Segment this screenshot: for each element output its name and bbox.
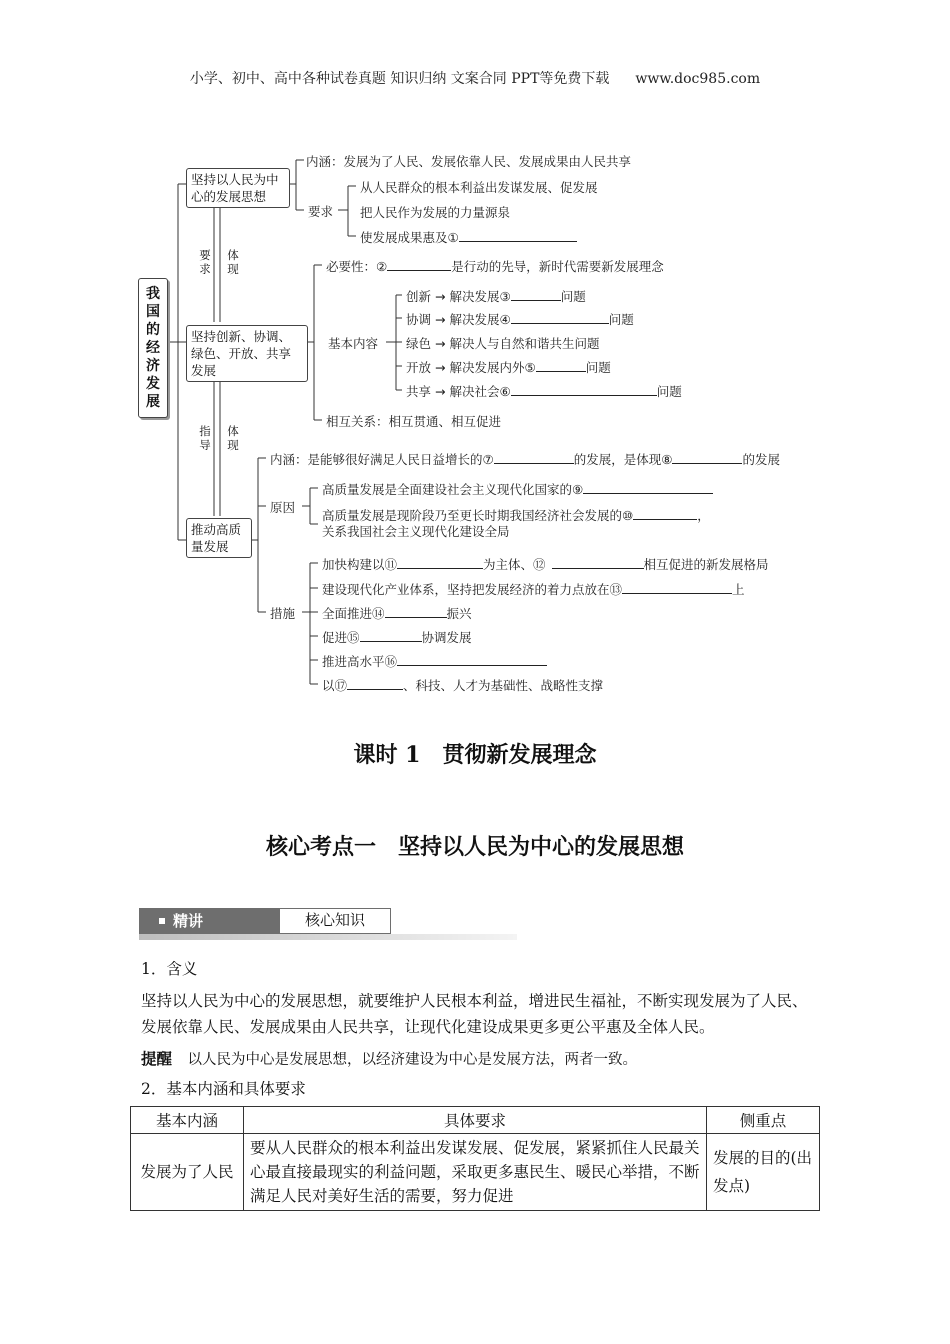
link2-left-label: 指导 xyxy=(199,424,211,452)
blank-3[interactable] xyxy=(511,287,561,301)
table-row xyxy=(131,1134,820,1211)
link1-right-label: 体现 xyxy=(227,248,239,276)
sec1-body: 坚持以人民为中心的发展思想，就要维护人民根本利益，增进民生福祉，不断实现发展为了人民、发展依靠人民、发展成果由人民共享，让现代化建设成果更多更公平惠及全体人民。 xyxy=(141,992,808,1036)
node2-item-coordination: 协调 → 解决发展④ 问题 xyxy=(406,312,634,327)
header-text: 小学、初中、高中各种试卷真题 知识归纳 文案合同 PPT等免费下载 xyxy=(189,71,610,87)
blank-16[interactable] xyxy=(397,652,547,666)
column-header: 侧重点 xyxy=(707,1107,820,1134)
banner-dark-tab: 精讲 xyxy=(139,908,279,934)
link1-left-label: 要求 xyxy=(199,248,211,276)
node3-cuoshi-4: 促进⑮ 协调发展 xyxy=(322,630,472,645)
sec2-heading: 2．基本内涵和具体要求 xyxy=(141,1080,306,1098)
section-title: 核心考点一 坚持以人民为中心的发展思想 xyxy=(265,834,684,860)
blank-17[interactable] xyxy=(347,676,403,690)
link2-right-label: 体现 xyxy=(227,424,239,452)
lesson-title: 课时 1 贯彻新发展理念 xyxy=(353,742,597,768)
tip-label: 提醒 xyxy=(141,1050,173,1068)
node-people-centered: 坚持以人民为中心的发展思想 xyxy=(186,168,290,208)
node3-yuanyin-2: 高质量发展是现阶段乃至更长时期我国经济社会发展的⑩ ， 关系我国社会主义现代化建设全局 xyxy=(322,508,710,539)
node3-cuoshi-6: 以⑰ 、科技、人才为基础性、战略性支撑 xyxy=(322,678,604,693)
node2-biyaoxing: 必要性：② 是行动的先导，新时代需要新发展理念 xyxy=(326,259,664,274)
node-new-development-concept: 坚持创新、协调、绿色、开放、共享发展 xyxy=(186,325,308,382)
node3-cuoshi-2: 建设现代化产业体系，坚持把发展经济的着力点放在⑬ 上 xyxy=(322,582,745,597)
table-cell: 发展为了人民 xyxy=(131,1134,244,1211)
section-banner xyxy=(139,908,517,940)
node2-relation: 相互关系：相互贯通、相互促进 xyxy=(326,414,502,429)
node2-item-green: 绿色 → 解决人与自然和谐共生问题 xyxy=(406,336,600,351)
blank-8[interactable] xyxy=(672,450,742,464)
node3-yuanyin-label: 原因 xyxy=(270,500,296,515)
node3-neihan: 内涵：是能够很好满足人民日益增长的⑦ 的发展，是体现⑧ 的发展 xyxy=(270,452,780,467)
blank-2[interactable] xyxy=(387,257,451,271)
banner-gradient-bar xyxy=(139,934,517,940)
column-header: 基本内涵 xyxy=(131,1107,244,1134)
blank-12[interactable] xyxy=(552,555,644,569)
node3-yuanyin-1: 高质量发展是全面建设社会主义现代化国家的⑨ xyxy=(322,480,713,498)
node-high-quality-development: 推动高质量发展 xyxy=(186,518,252,558)
node2-item-innovation: 创新 → 解决发展③ 问题 xyxy=(406,289,586,304)
tip-text: 以人民为中心是发展思想，以经济建设为中心是发展方法，两者一致。 xyxy=(187,1052,638,1068)
node2-basic-label: 基本内容 xyxy=(328,336,379,351)
blank-7[interactable] xyxy=(494,450,574,464)
requirements-table xyxy=(130,1106,820,1211)
blank-5[interactable] xyxy=(536,358,586,372)
blank-1[interactable] xyxy=(459,228,577,242)
banner-light-tab: 核心知识 xyxy=(279,908,391,934)
node1-yaoqiu-item: 从人民群众的根本利益出发谋发展、促发展 xyxy=(360,180,598,195)
blank-14[interactable] xyxy=(385,604,447,618)
blank-13[interactable] xyxy=(622,580,732,594)
node1-yaoqiu-item: 把人民作为发展的力量源泉 xyxy=(360,205,511,220)
blank-11[interactable] xyxy=(397,555,483,569)
node3-cuoshi-3: 全面推进⑭ 振兴 xyxy=(322,606,472,621)
table-cell: 要从人民群众的根本利益出发谋发展、促发展，紧紧抓住人民最关心最直接最现实的利益问题，采取更多惠民生、暖民心举措，不断满足人民对美好生活的需要，努力促进 xyxy=(244,1134,707,1211)
node3-cuoshi-label: 措施 xyxy=(270,606,296,621)
sec1-tip xyxy=(141,1046,821,1073)
node1-yaoqiu-label: 要求 xyxy=(308,204,334,219)
square-bullet-icon xyxy=(159,918,165,924)
blank-4[interactable] xyxy=(511,310,609,324)
blank-15[interactable] xyxy=(360,628,422,642)
node3-cuoshi-5: 推进高水平⑯ xyxy=(322,652,547,670)
column-header: 具体要求 xyxy=(244,1107,707,1134)
node1-yaoqiu-item: 使发展成果惠及① xyxy=(360,228,577,246)
blank-10[interactable] xyxy=(633,506,697,520)
blank-6[interactable] xyxy=(511,382,657,396)
table-cell: 发展的目的(出发点) xyxy=(707,1134,820,1211)
header-site[interactable]: www.doc985.com xyxy=(635,71,761,87)
node2-item-sharing: 共享 → 解决社会⑥ 问题 xyxy=(406,384,682,399)
node1-neihan: 内涵：发展为了人民、发展依靠人民、发展成果由人民共享 xyxy=(306,154,632,169)
table-header-row xyxy=(131,1107,820,1134)
sec1-heading: 1．含义 xyxy=(141,960,198,978)
node3-cuoshi-1: 加快构建以⑪ 为主体、⑫ 相互促进的新发展格局 xyxy=(322,557,769,572)
node2-item-openness: 开放 → 解决发展内外⑤ 问题 xyxy=(406,360,611,375)
mindmap-root: 我国的经济发展 xyxy=(138,278,168,418)
blank-9[interactable] xyxy=(583,480,713,494)
